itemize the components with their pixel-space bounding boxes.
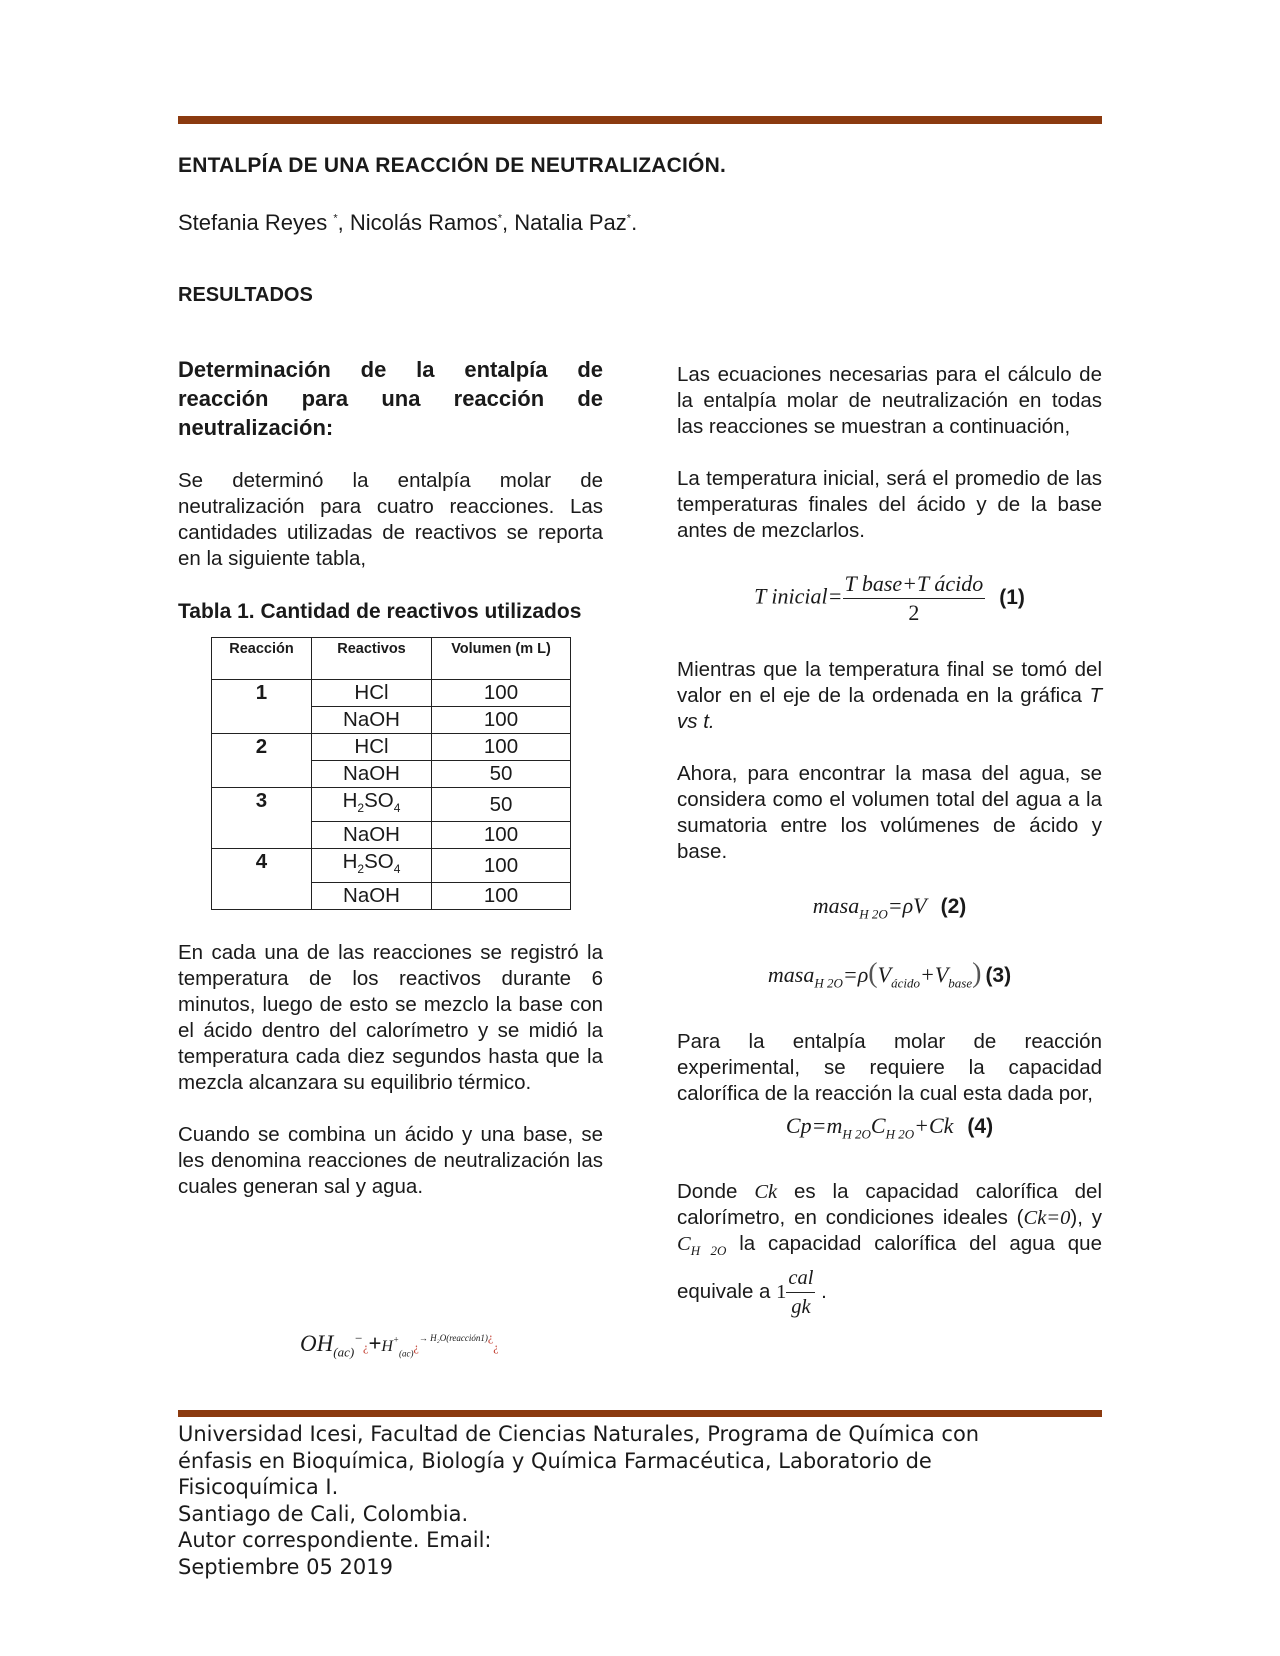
reactive-cell: NaOH [312,761,432,788]
volume-cell: 50 [432,788,571,822]
eq-sub: (ac) [333,1344,355,1360]
subsection-heading: Determinación de la entalpía de reacción para una reacción de neutralización: [178,357,603,440]
equation-number: (4) [967,1114,994,1138]
footer-line: Fisicoquímica I. [178,1475,339,1499]
paragraph: Para la entalpía molar de reacción experimental, se requiere la capacidad calorífica de la reacción la cual esta dada por, [677,1029,1102,1105]
author-mark: * [333,212,338,225]
author-separator: . [631,210,638,235]
reactive-cell: NaOH [312,707,432,734]
equation-3: $masa_{H 2O}=\rho(V_{ácido}+V_{base})$ (3) [767,958,1012,991]
bottom-rule [178,1410,1102,1417]
author-separator: , [502,210,515,235]
table-caption: Tabla 1. Cantidad de reactivos utilizados [178,600,582,623]
author-name: Nicolás Ramos [349,210,498,235]
paragraph: Mientras que la temperatura final se tomó del valor en el eje de la ordenada en la gráfica T vs t. [677,658,1102,733]
equation-number: (1) [999,585,1025,609]
volume-cell: 100 [432,849,571,883]
volume-cell: 100 [432,822,571,849]
paragraph: Donde Ck es la capacidad calorífica del calorímetro, en condiciones ideales (Ck=0), y $C_{H 2O}$ la capacidad calorífica del agua que equivale a 1 $\frac{\text{cal}}{gk}$ . [677,1179,1102,1321]
footer-line: Santiago de Cali, Colombia. [178,1501,469,1526]
reactive-cell: HCl [312,734,432,761]
footer-line: Universidad Icesi, Facultad de Ciencias Naturales, Programa de Química con [178,1422,980,1446]
table-row [212,680,571,707]
reactive-cell: NaOH [312,822,432,849]
reactive-cell: $H_2SO_4$ [312,788,432,822]
paragraph: En cada una de las reacciones se registró la temperatura de los reactivos durante 6 minutos, luego de esto se mezclo la base con el ácido dentro del calorímetro y se midió la temperatura cada diez segundos hasta que la mezcla alcanzara su equilibrio térmico. [178,941,603,1095]
footer-line: Autor correspondiente. Email: [178,1528,492,1552]
volume-cell: 100 [432,883,571,910]
paragraph: Cuando se combina un ácido y una base, se les denomina reacciones de neutralización las cuales generan sal y agua. [178,1123,603,1199]
equation-4: $Cp=m_{H 2O}C_{H 2O}+Ck$ (4) [785,1112,994,1142]
footer [178,1421,1078,1580]
equation-2: masa$_{H 2O}$=ρV (2) [812,893,967,922]
left-column [178,355,603,1226]
author-name: Stefania Reyes [178,210,334,235]
table-header: Volumen (m L) [432,638,571,680]
table-row [212,734,571,761]
page-title: ENTALPÍA DE UNA REACCIÓN DE NEUTRALIZACIÓN. [178,154,726,177]
volume-cell: 50 [432,761,571,788]
section-heading: RESULTADOS [178,284,313,306]
reactive-cell: NaOH [312,883,432,910]
fraction: $\frac{\text{cal}}{gk}$ [786,1264,815,1321]
footer-line: Septiembre 05 2019 [178,1554,393,1579]
table-header: Reactivos [312,638,432,680]
right-column [677,362,1102,1347]
table-header: Reacción [212,638,312,680]
footer-line: énfasis en Bioquímica, Biología y Química Farmacéutica, Laboratorio de [178,1448,932,1473]
paragraph: La temperatura inicial, será el promedio de las temperaturas finales del ácido y de la base antes de mezclarlos. [677,467,1102,542]
volume-cell: 100 [432,680,571,707]
paragraph: Se determinó la entalpía molar de neutralización para cuatro reacciones. Las cantidades utilizadas de reactivos se reporta en la siguiente tabla, [178,469,603,570]
reagents-table [211,637,571,910]
table-row [212,849,571,883]
volume-cell: 100 [432,734,571,761]
equation-1: T inicial= $\frac{\text{T base+T ácido}}{2}$ (1) [754,571,1025,625]
author-list [178,210,637,236]
author-separator: , [337,210,350,235]
fraction: $\frac{\text{T base+T ácido}}{2}$ [844,571,984,625]
top-rule [178,116,1102,124]
volume-cell: 100 [432,707,571,734]
reactive-cell: HCl [312,680,432,707]
reactive-cell: $H_2SO_4$ [312,849,432,883]
author-mark: * [497,212,503,225]
equation-number: (3) [985,964,1012,988]
paragraph: Ahora, para encontrar la masa del agua, se considera como el volumen total del agua a la sumatoria entre los volúmenes de ácido y base. [677,762,1102,863]
reaction-number: 3 [212,788,312,849]
equation-number: (2) [940,895,967,918]
paragraph: Las ecuaciones necesarias para el cálculo de la entalpía molar de neutralización en todas las reacciones se muestran a continuación, [677,363,1102,438]
reaction-number: 4 [212,849,312,910]
table-row [212,788,571,822]
table-header-row [212,638,571,680]
author-mark: * [626,212,632,225]
author-name: Natalia Paz [514,210,627,235]
reaction-number: 2 [212,734,312,788]
ionic-equation: $OH_{(ac)}^-¿+H^+_{(ac)}¿^{\to H_2O(reacción1)¿}¿$ [300,1330,499,1360]
reaction-number: 1 [212,680,312,734]
